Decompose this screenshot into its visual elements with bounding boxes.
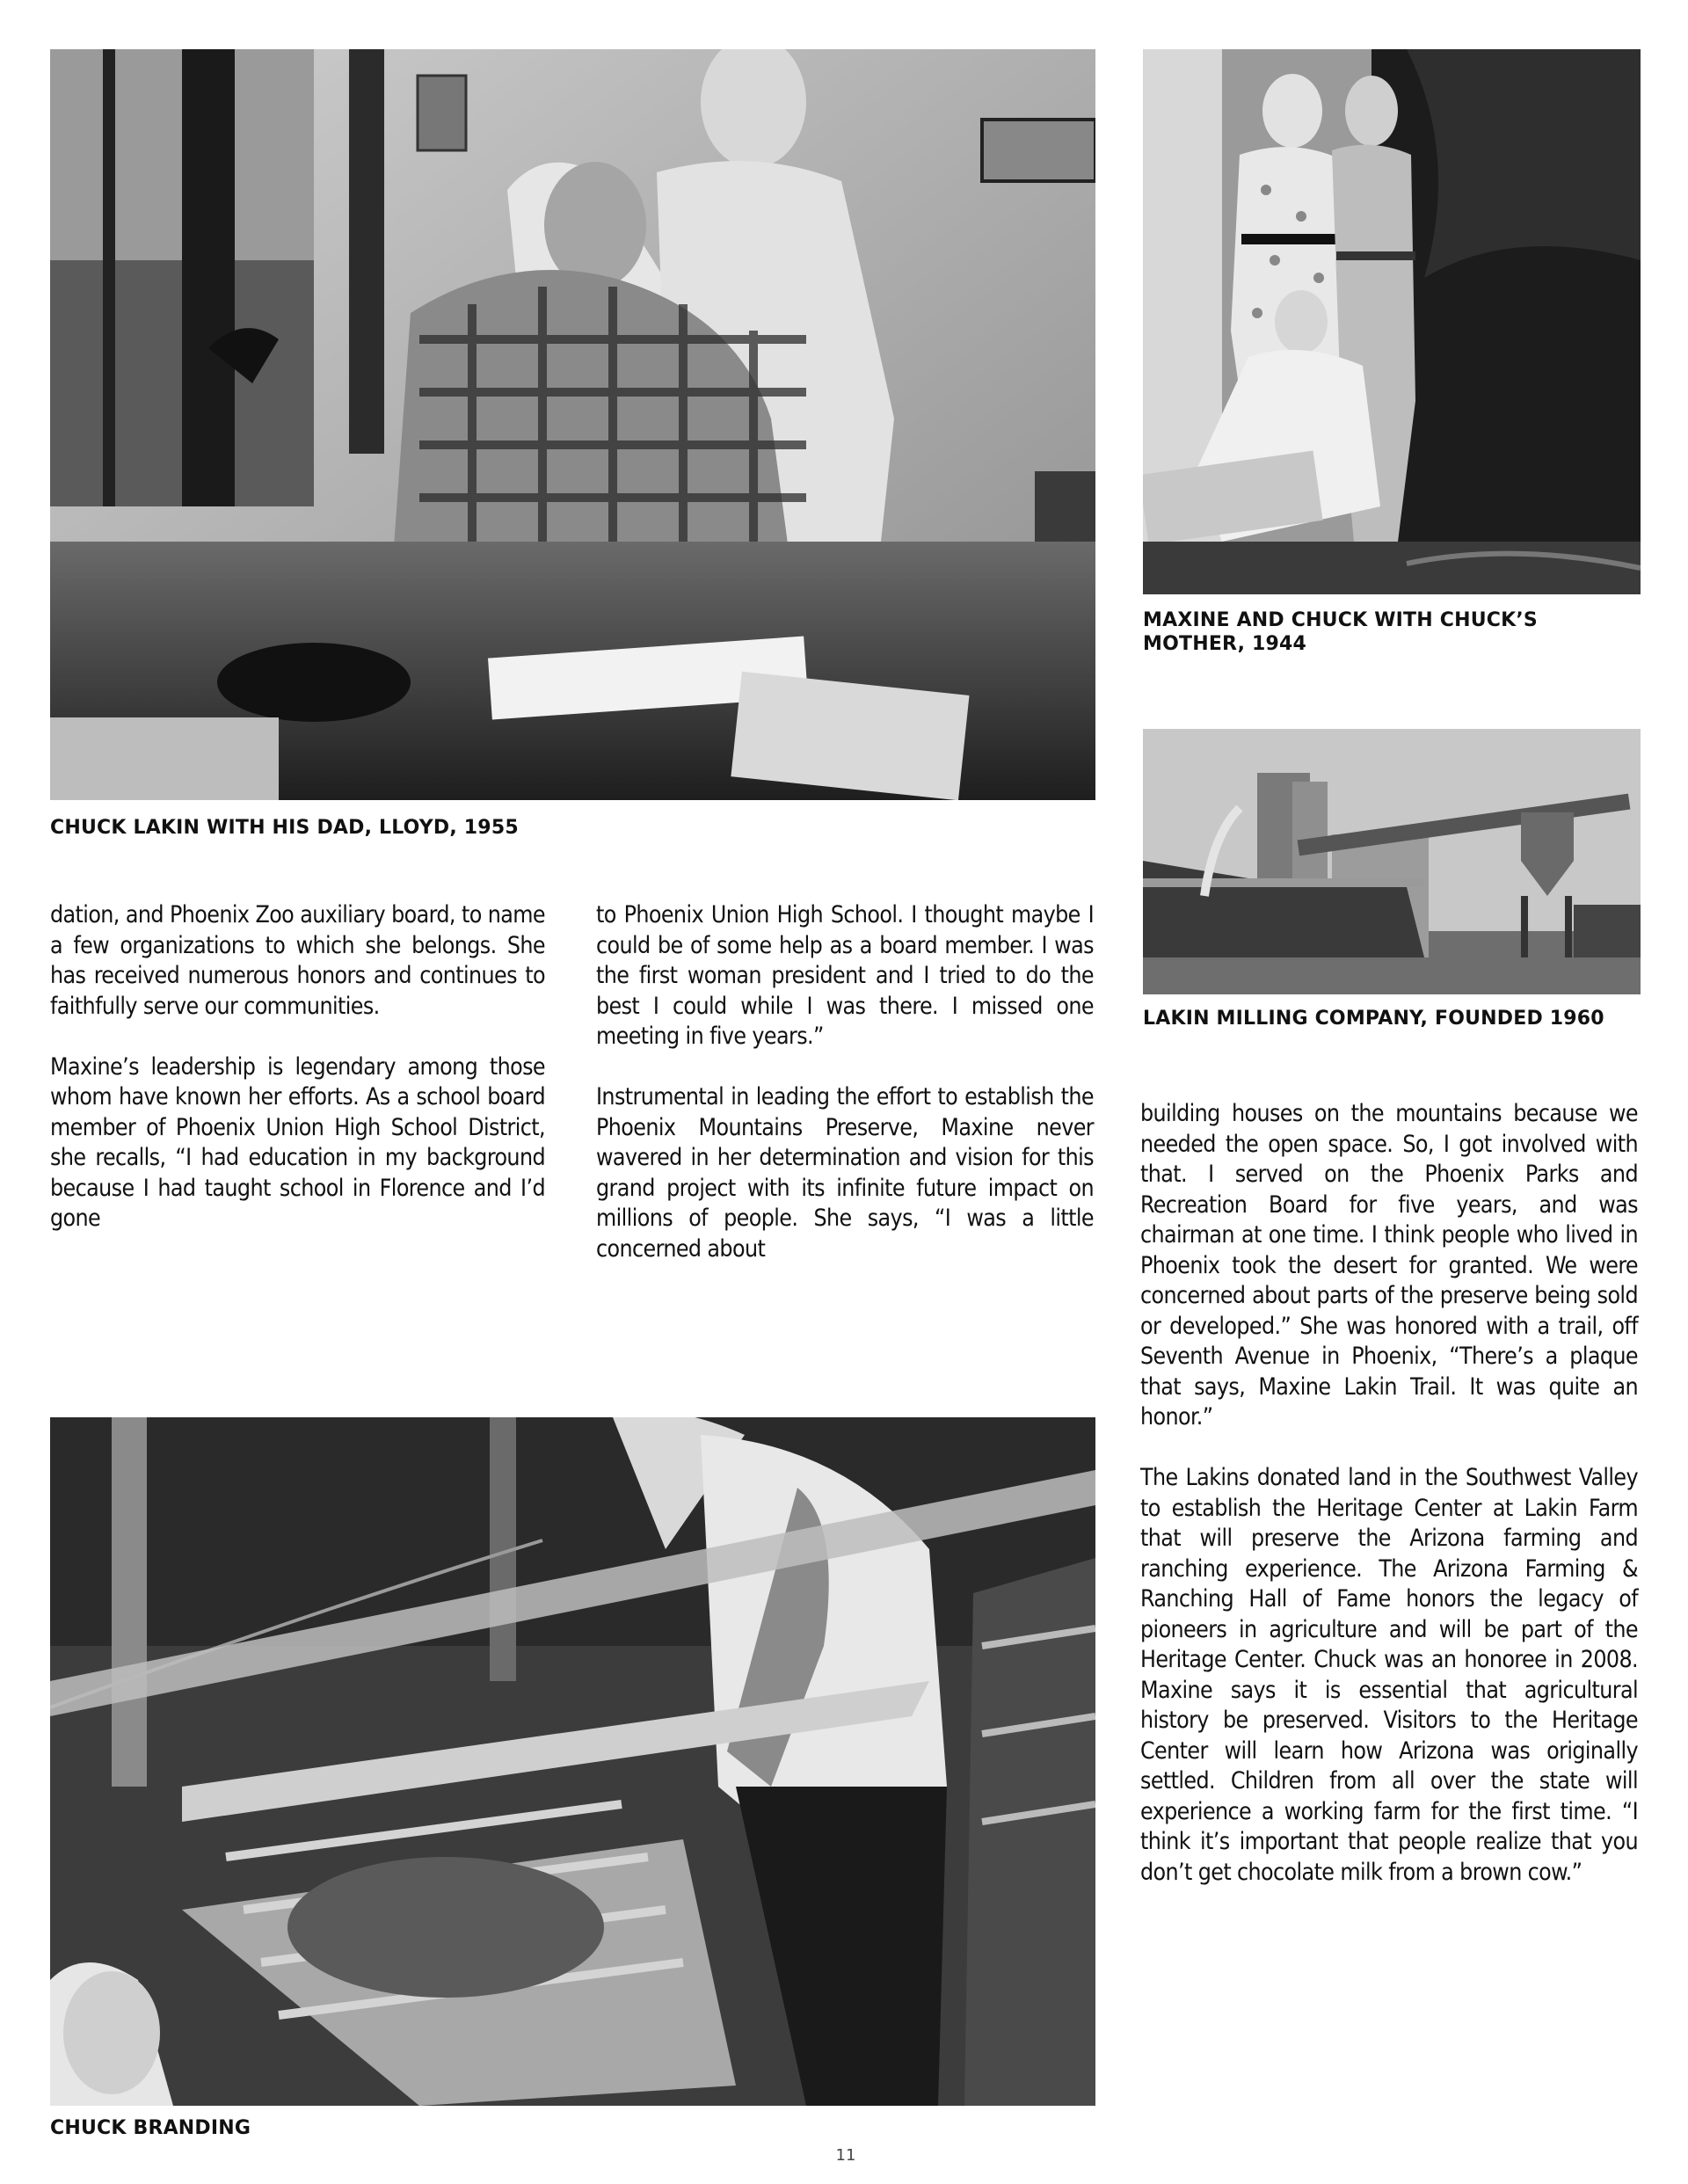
article-column-3 (1140, 1099, 1638, 1888)
photo-chuck-and-lloyd (50, 49, 1095, 800)
caption-maxine-chuck-mother: MAXINE AND CHUCK WITH CHUCK’S MOTHER, 1944 (1143, 609, 1538, 655)
photo-maxine-chuck-mother (1143, 49, 1641, 594)
paragraph: building houses on the mountains because we needed the open space. So, I got involved with that. I served on the Phoenix Parks and Recreation Board for five years, and was chairman at one time. I think people who lived in Phoenix took the desert for granted. We were concerned about parts of the preserve being sold or developed.” She was honored with a trail, off Seventh Avenue in Phoenix, “There’s a plaque that says, Maxine Lakin Trail. It was quite an honor.” (1140, 1100, 1638, 1431)
caption-lakin-milling: LAKIN MILLING COMPANY, FOUNDED 1960 (1143, 1008, 1604, 1030)
photo-chuck-branding (50, 1417, 1095, 2106)
article-column-1 (50, 900, 545, 1234)
cattle-branding-photo-image (50, 1417, 1095, 2106)
office-desk-photo-image (50, 49, 1095, 800)
mill-facility-photo-image (1143, 729, 1641, 994)
article-column-2 (596, 900, 1094, 1264)
caption-chuck-branding: CHUCK BRANDING (50, 2117, 251, 2139)
paragraph: The Lakins donated land in the Southwest Valley to establish the Heritage Center at Lakin Farm that will preserve the Arizona farming and ranching experience. The Arizona Farming & Ranching Hall of Fame honors the legacy of pioneers in agriculture and will be part of the Heritage Center. Chuck was an honoree in 2008. Maxine says it is essential that agricultural history be preserved. Visitors to the Heritage Center will learn how Arizona was originally settled. Children from all over the state will experience a working farm for the first time. “I think it’s important that people realize that you don’t get chocolate milk from a brown cow.” (1140, 1464, 1638, 1886)
paragraph: Instrumental in leading the effort to establish the Phoenix Mountains Preserve, Maxine never wavered in her determination and vision for this grand project with its infinite future impact on millions of people. She says, “I was a little concerned about (596, 1083, 1094, 1263)
paragraph: dation, and Phoenix Zoo auxiliary board, to name a few organizations to which she belongs. She has received numerous honors and continues to faithfully serve our communities. (50, 901, 545, 1020)
caption-chuck-and-lloyd: CHUCK LAKIN WITH HIS DAD, LLOYD, 1955 (50, 817, 519, 839)
photo-lakin-milling (1143, 729, 1641, 994)
paragraph: to Phoenix Union High School. I thought maybe I could be of some help as a board member. I was the first woman president and I tried to do the best I could while I was there. I missed one meeting in five years.” (596, 901, 1094, 1050)
page-number: 11 (835, 2146, 856, 2165)
family-portrait-photo-image (1143, 49, 1641, 594)
paragraph: Maxine’s leadership is legendary among those whom have known her efforts. As a school board member of Phoenix Union High School District, she recalls, “I had education in my background because I had taught school in Florence and I’d gone (50, 1052, 545, 1232)
